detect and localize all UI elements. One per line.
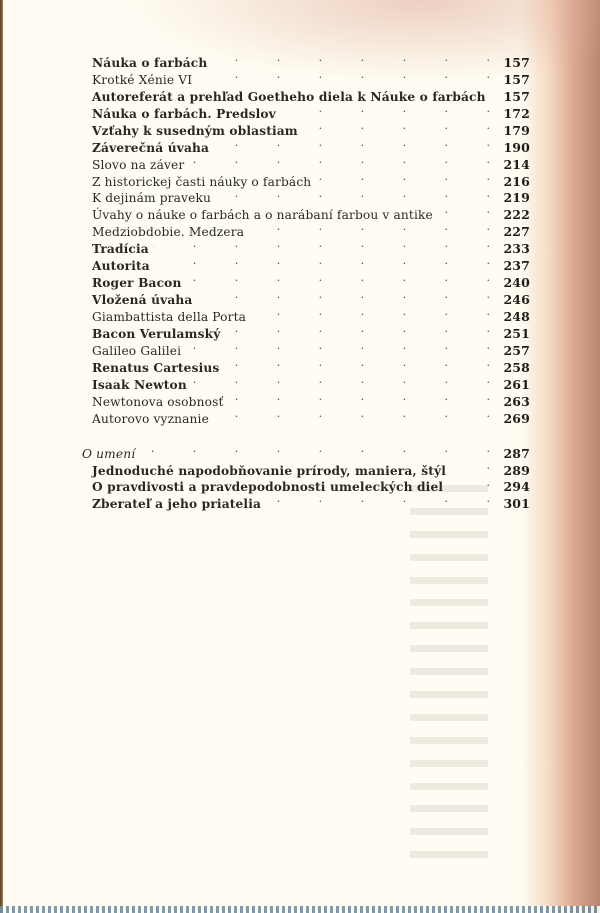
dot-leader <box>213 135 490 152</box>
toc-entry-title: Autorita <box>92 259 150 274</box>
dot-leader <box>211 50 490 67</box>
dot-leader <box>196 287 490 304</box>
page-left-edge <box>0 0 3 913</box>
dot-leader <box>437 202 490 219</box>
scan-bottom-border <box>0 906 600 913</box>
toc-entry <box>80 186 530 206</box>
dot-leader <box>228 389 490 406</box>
dot-leader <box>450 458 490 475</box>
toc-entry <box>80 355 530 375</box>
toc-entry-title: Giambattista della Porta <box>92 310 247 325</box>
toc-entry-title: Úvahy o náuke o farbách a o narábaní farbou v antike <box>92 208 433 223</box>
table-of-contents <box>80 50 530 512</box>
toc-entry-title: Z historickej časti náuky o farbách <box>92 174 312 189</box>
dot-leader <box>265 491 490 508</box>
toc-entry-title: Krotké Xénie VI <box>92 72 193 87</box>
dot-leader <box>154 253 490 270</box>
toc-entry-page: 269 <box>503 410 530 426</box>
toc-subentry <box>80 475 530 495</box>
toc-entry-page: 214 <box>503 156 530 172</box>
toc-entry <box>80 101 530 121</box>
toc-entry-page: 261 <box>503 376 530 392</box>
toc-subentry-page: 294 <box>503 479 530 495</box>
toc-entry-title: Autoreferát a prehľad Goetheho diela k Náuke o farbách <box>92 89 486 104</box>
toc-subentry-page: 301 <box>503 496 530 512</box>
toc-entry <box>80 169 530 189</box>
dot-leader <box>139 441 490 458</box>
toc-entry-title: Isaak Newton <box>92 377 187 392</box>
toc-entry-title: Bacon Verulamský <box>92 326 221 341</box>
toc-entry <box>80 270 530 291</box>
toc-entry <box>80 253 530 274</box>
toc-entry <box>80 50 530 70</box>
dot-leader <box>196 67 490 84</box>
toc-entry-page: 257 <box>503 342 530 358</box>
toc-entry <box>80 321 530 341</box>
toc-entry-page: 233 <box>503 241 530 257</box>
toc-entry <box>80 67 530 87</box>
toc-subentry-title: Jednoduché napodobňovanie prírody, maniera, štýl <box>92 463 447 478</box>
toc-entry-page: 219 <box>503 190 530 206</box>
toc-entry-page: 157 <box>503 88 530 104</box>
toc-entry <box>80 287 530 308</box>
dot-leader <box>185 270 490 287</box>
toc-entry-title: Renatus Cartesius <box>92 360 220 375</box>
dot-leader <box>215 186 490 203</box>
toc-entry-title: Vložená úvaha <box>92 293 193 308</box>
toc-entry-page: 216 <box>503 173 530 189</box>
toc-entry-title: Newtonova osobnosť <box>92 394 224 409</box>
toc-subentry-title: O pravdivosti a pravdepodobnosti umeleckých diel <box>92 480 444 495</box>
toc-entry-page: 248 <box>503 309 530 325</box>
toc-entry-title: Roger Bacon <box>92 276 182 291</box>
toc-entry-title: Medziobdobie. Medzera <box>92 225 245 240</box>
toc-entry-page: 227 <box>503 224 530 240</box>
dot-leader <box>250 304 490 321</box>
toc-entry-title: Galileo Galilei <box>92 343 182 358</box>
dot-leader <box>280 101 490 118</box>
toc-entry <box>80 84 530 104</box>
toc-section-heading <box>80 441 530 461</box>
toc-entry-page: 246 <box>503 292 530 308</box>
toc-entry-page: 179 <box>503 122 530 138</box>
toc-entry <box>80 202 530 223</box>
dot-leader <box>185 338 490 355</box>
toc-entry-title: Slovo na záver <box>92 157 185 172</box>
toc-entry-title: Autorovo vyznanie <box>92 411 209 426</box>
toc-entry <box>80 338 530 358</box>
toc-entry-page: 172 <box>503 105 530 121</box>
toc-subentry-title: Zberateľ a jeho priatelia <box>92 497 262 512</box>
toc-entry-title: Náuka o farbách <box>92 55 208 70</box>
toc-entry-page: 157 <box>503 71 530 87</box>
toc-entry-title: K dejinám praveku <box>92 191 211 206</box>
toc-entry-page: 240 <box>503 275 530 291</box>
toc-entry <box>80 135 530 155</box>
dot-leader <box>224 321 490 338</box>
dot-leader <box>213 406 490 423</box>
toc-section-title: O umení <box>82 446 136 461</box>
dot-leader <box>191 372 490 389</box>
toc-entry-page: 190 <box>503 139 530 155</box>
toc-entry-page: 237 <box>503 258 530 274</box>
toc-entry-page: 222 <box>503 207 530 223</box>
dot-leader <box>447 475 490 492</box>
toc-entry <box>80 406 530 426</box>
toc-entry <box>80 236 530 257</box>
toc-entry <box>80 118 530 138</box>
toc-entry <box>80 152 530 172</box>
dot-leader <box>188 152 490 169</box>
toc-section-page: 287 <box>503 445 530 461</box>
toc-entry <box>80 372 530 392</box>
toc-entry-page: 157 <box>503 54 530 70</box>
toc-entry-title: Záverečná úvaha <box>92 140 210 155</box>
toc-subentry <box>80 491 530 512</box>
toc-entry-title: Náuka o farbách. Predslov <box>92 106 276 121</box>
dot-leader <box>248 219 490 236</box>
toc-entry-page: 263 <box>503 393 530 409</box>
dot-leader <box>153 236 490 253</box>
dot-leader <box>315 169 490 186</box>
toc-subentry-page: 289 <box>503 462 530 478</box>
toc-entry-title: Tradícia <box>92 242 149 257</box>
toc-entry <box>80 219 530 240</box>
dot-leader <box>223 355 490 372</box>
toc-entry-title: Vzťahy k susedným oblastiam <box>92 123 298 138</box>
toc-subentry <box>80 458 530 478</box>
dot-leader <box>302 118 490 135</box>
bleed-through-text <box>380 480 540 790</box>
toc-entry <box>80 389 530 409</box>
toc-entry-page: 251 <box>503 325 530 341</box>
toc-entry-page: 258 <box>503 359 530 375</box>
toc-entry <box>80 304 530 325</box>
